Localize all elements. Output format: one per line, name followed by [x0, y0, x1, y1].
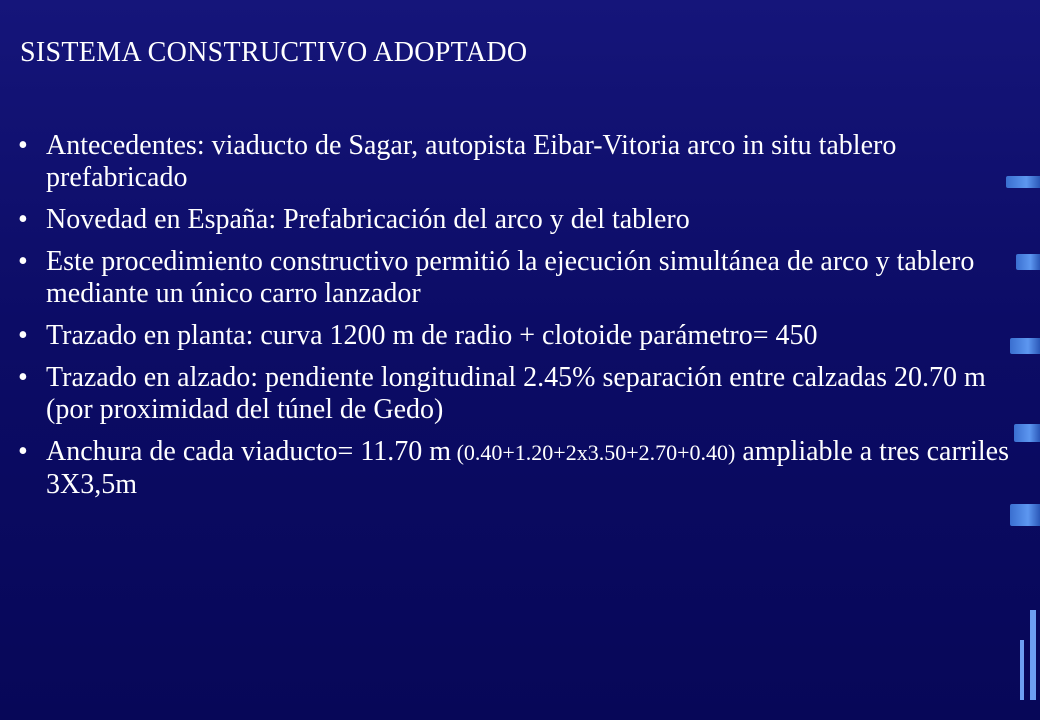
- decorative-bar: [1010, 338, 1040, 354]
- bullet-item: [18, 320, 1010, 352]
- bullet-text: Anchura de cada viaducto= 11.70 m: [46, 436, 452, 467]
- bullet-list: [18, 130, 1010, 511]
- bullet-marker: •: [18, 362, 28, 393]
- decorative-bar: [1030, 610, 1036, 700]
- bullet-text-small: (0.40+1.20+2x3.50+2.70+0.40): [451, 440, 736, 465]
- bullet-text: Antecedentes: viaducto de Sagar, autopista Eibar-Vitoria arco in situ tablero prefabricado: [46, 130, 897, 193]
- bullet-item: [18, 246, 1010, 310]
- bullet-text-tail: ampliable a tres carriles 3X3,5m: [46, 436, 1009, 500]
- decorative-bar: [1020, 640, 1024, 700]
- bullet-marker: •: [18, 320, 28, 351]
- bullet-marker: •: [18, 246, 28, 277]
- bullet-item: [18, 436, 1010, 501]
- bullet-item: [18, 362, 1010, 426]
- bullet-marker: •: [18, 204, 28, 235]
- bullet-text: Trazado en planta: curva 1200 m de radio + clotoide parámetro= 450: [46, 320, 818, 351]
- decorative-bar: [1016, 254, 1040, 270]
- bullet-item: [18, 130, 1010, 194]
- decorative-bar: [1010, 504, 1040, 526]
- bullet-text: Novedad en España: Prefabricación del arco y del tablero: [46, 204, 690, 235]
- bullet-text: Trazado en alzado: pendiente longitudinal 2.45% separación entre calzadas 20.70 m (por proximidad del túnel de Gedo): [46, 362, 986, 425]
- bullet-marker: •: [18, 436, 28, 467]
- slide-title: SISTEMA CONSTRUCTIVO ADOPTADO: [20, 37, 528, 68]
- bullet-marker: •: [18, 130, 28, 161]
- decorative-bar: [1006, 176, 1040, 188]
- bullet-item: [18, 204, 1010, 236]
- decorative-bar: [1014, 424, 1040, 442]
- bullet-text: Este procedimiento constructivo permitió la ejecución simultánea de arco y tablero mediante un único carro lanzador: [46, 246, 975, 309]
